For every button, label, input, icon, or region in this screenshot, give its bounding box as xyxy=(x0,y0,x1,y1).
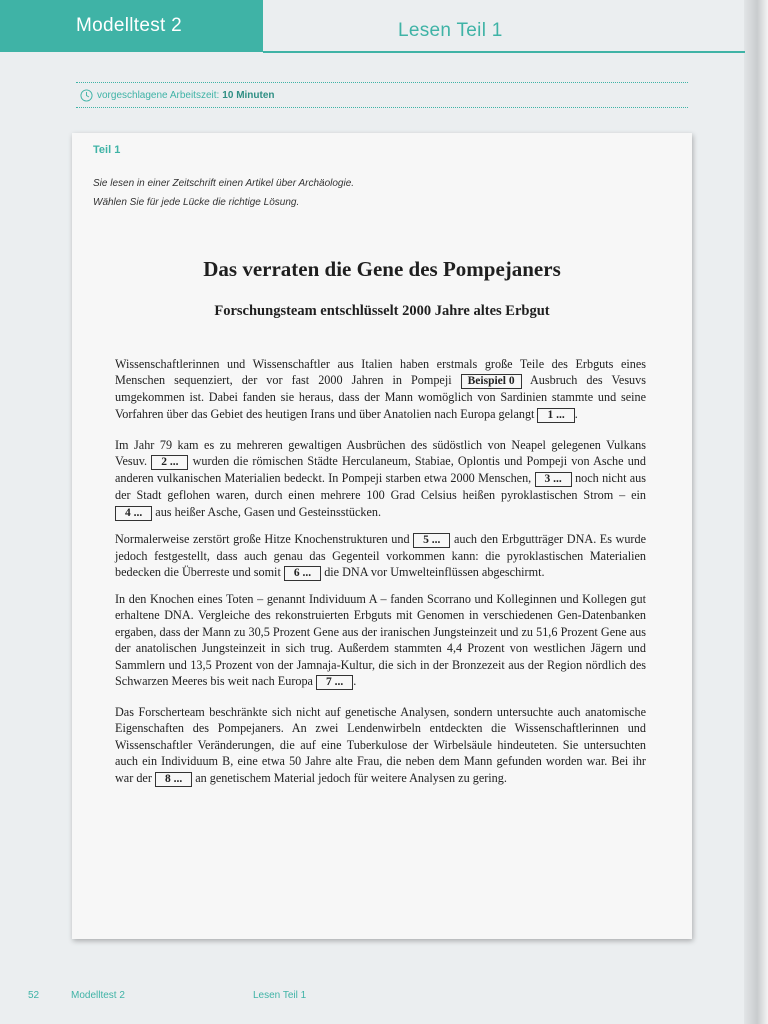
section-label: Lesen Teil 1 xyxy=(398,20,503,41)
article-body xyxy=(115,356,646,797)
footer-section-label: Lesen Teil 1 xyxy=(253,990,307,1001)
test-label-tab: Modelltest 2 xyxy=(0,0,263,52)
header-rule xyxy=(263,51,745,53)
paragraph-text: Das Forscherteam beschränkte sich nicht auf genetische Analysen, sondern untersuchte auch anatomische Eigenschaften des Pompejaners. An zwei Lendenwirbeln entdeckten die Wissenschaftlerinnen und Wissenschaftler Veränderungen, die auf eine Tuberkulose der Wirbelsäule hindeuteten. Sie untersuchten auch ein Individuum B, eine etwa 50 Jahre alte Frau, die neben dem Mann gefunden worden war. Bei ihr war der xyxy=(115,705,646,785)
paragraph-text: noch nicht aus der Stadt geflohen waren, durch einen mehrere 100 Grad Celsius heißen pyroklastischen Strom – ein xyxy=(115,471,646,503)
gap-8[interactable]: 8 ... xyxy=(155,772,192,787)
paragraph-text: . xyxy=(353,674,357,689)
article-paragraph-5 xyxy=(115,704,646,787)
gap-7[interactable]: 7 ... xyxy=(316,675,353,690)
paragraph-text: an genetischem Material jedoch für weitere Analysen zu gering. xyxy=(192,770,507,785)
paragraph-text: Ausbruch des Vesuvs umgekommen ist. Dabei fanden sie heraus, dass der Mann womöglich von Sardinien stammte und seine Vorfahren über das Gebiet des heutigen Irans und über Anatolien nach Europa gelangt xyxy=(115,373,646,421)
paragraph-text: . xyxy=(574,406,578,421)
work-time-label: vorgeschlagene Arbeitszeit: xyxy=(97,89,220,101)
paragraph-text: die DNA vor Umwelteinflüssen abgeschirmt. xyxy=(321,565,545,580)
paragraph-text: Normalerweise zerstört große Hitze Knochenstrukturen und xyxy=(115,531,414,546)
paragraph-text: aus heißer Asche, Gasen und Gesteinsstücken. xyxy=(152,504,382,519)
task-part-label: Teil 1 xyxy=(93,144,121,156)
gap-6[interactable]: 6 ... xyxy=(284,566,321,581)
clock-icon xyxy=(80,89,93,102)
paragraph-text: auch den Erbgutträger DNA. Es wurde jedoch festgestellt, dass auch genau das Gegenteil vorkommen kann: die pyroklastischen Materialien bedecken die Überreste und somit xyxy=(115,531,646,580)
task-instructions xyxy=(93,174,354,212)
paragraph-text: Wissenschaftlerinnen und Wissenschaftler aus Italien haben erstmals große Teile des Erbguts eines Menschen sequenziert, der vor fast 2000 Jahren in Pompeji xyxy=(115,357,646,388)
gap-2[interactable]: 2 ... xyxy=(151,455,188,470)
instruction-line-2: Wählen Sie für jede Lücke die richtige Lösung. xyxy=(93,197,300,208)
footer-test-label: Modelltest 2 xyxy=(71,990,125,1001)
gap-3[interactable]: 3 ... xyxy=(535,472,572,487)
article-title: Das verraten die Gene des Pompejaners xyxy=(203,257,561,281)
gap-example: Beispiel 0 xyxy=(461,374,522,389)
paragraph-text: wurden die römischen Städte Herculaneum, Stabiae, Oplontis und Pompeji von Asche und anderen vulkanischen Materialien bedeckt. In Pompeji starben etwa 2000 Menschen, xyxy=(115,454,646,486)
article-paragraph-1 xyxy=(115,356,646,423)
paragraph-text: Im Jahr 79 kam es zu mehreren gewaltigen Ausbrüchen des südöstlich von Neapel gelegenen Vulkans Vesuv. xyxy=(115,437,646,469)
page-number: 52 xyxy=(28,990,40,1001)
task-sheet xyxy=(72,133,692,939)
page-edge-shadow xyxy=(744,0,768,1024)
work-time-bar xyxy=(76,82,688,108)
article-paragraph-4 xyxy=(115,591,646,690)
work-time-value: 10 Minuten xyxy=(222,89,275,101)
article-paragraph-3 xyxy=(115,531,646,581)
article-subtitle: Forschungsteam entschlüsselt 2000 Jahre altes Erbgut xyxy=(214,303,550,319)
page-header xyxy=(0,0,745,52)
paragraph-text: In den Knochen eines Toten – genannt Individuum A – fanden Scorrano und Kolleginnen und Kollegen gut erhaltene DNA. Vergleiche des rekonstruierten Erbguts mit Genomen in verschiedenen Gen-Datenbanken ergaben, dass der Mann zu 30,5 Prozent Gene aus der iranischen Jungsteinzeit und zu 51,6 Prozent Gene aus der anatolischen Jungsteinzeit in sich trug. Außerdem stammten 4,4 Prozent von westlichen Jägern und Sammlern und 13,5 Prozent von der Jamnaja-Kultur, die sich in der Bronzezeit aus der Region nördlich des Schwarzen Meeres bis weit nach Europa xyxy=(115,592,646,689)
instruction-line-1: Sie lesen in einer Zeitschrift einen Artikel über Archäologie. xyxy=(93,178,355,189)
gap-5[interactable]: 5 ... xyxy=(413,533,450,548)
gap-1[interactable]: 1 ... xyxy=(537,408,574,423)
gap-4[interactable]: 4 ... xyxy=(115,506,152,521)
article-paragraph-2 xyxy=(115,437,646,521)
